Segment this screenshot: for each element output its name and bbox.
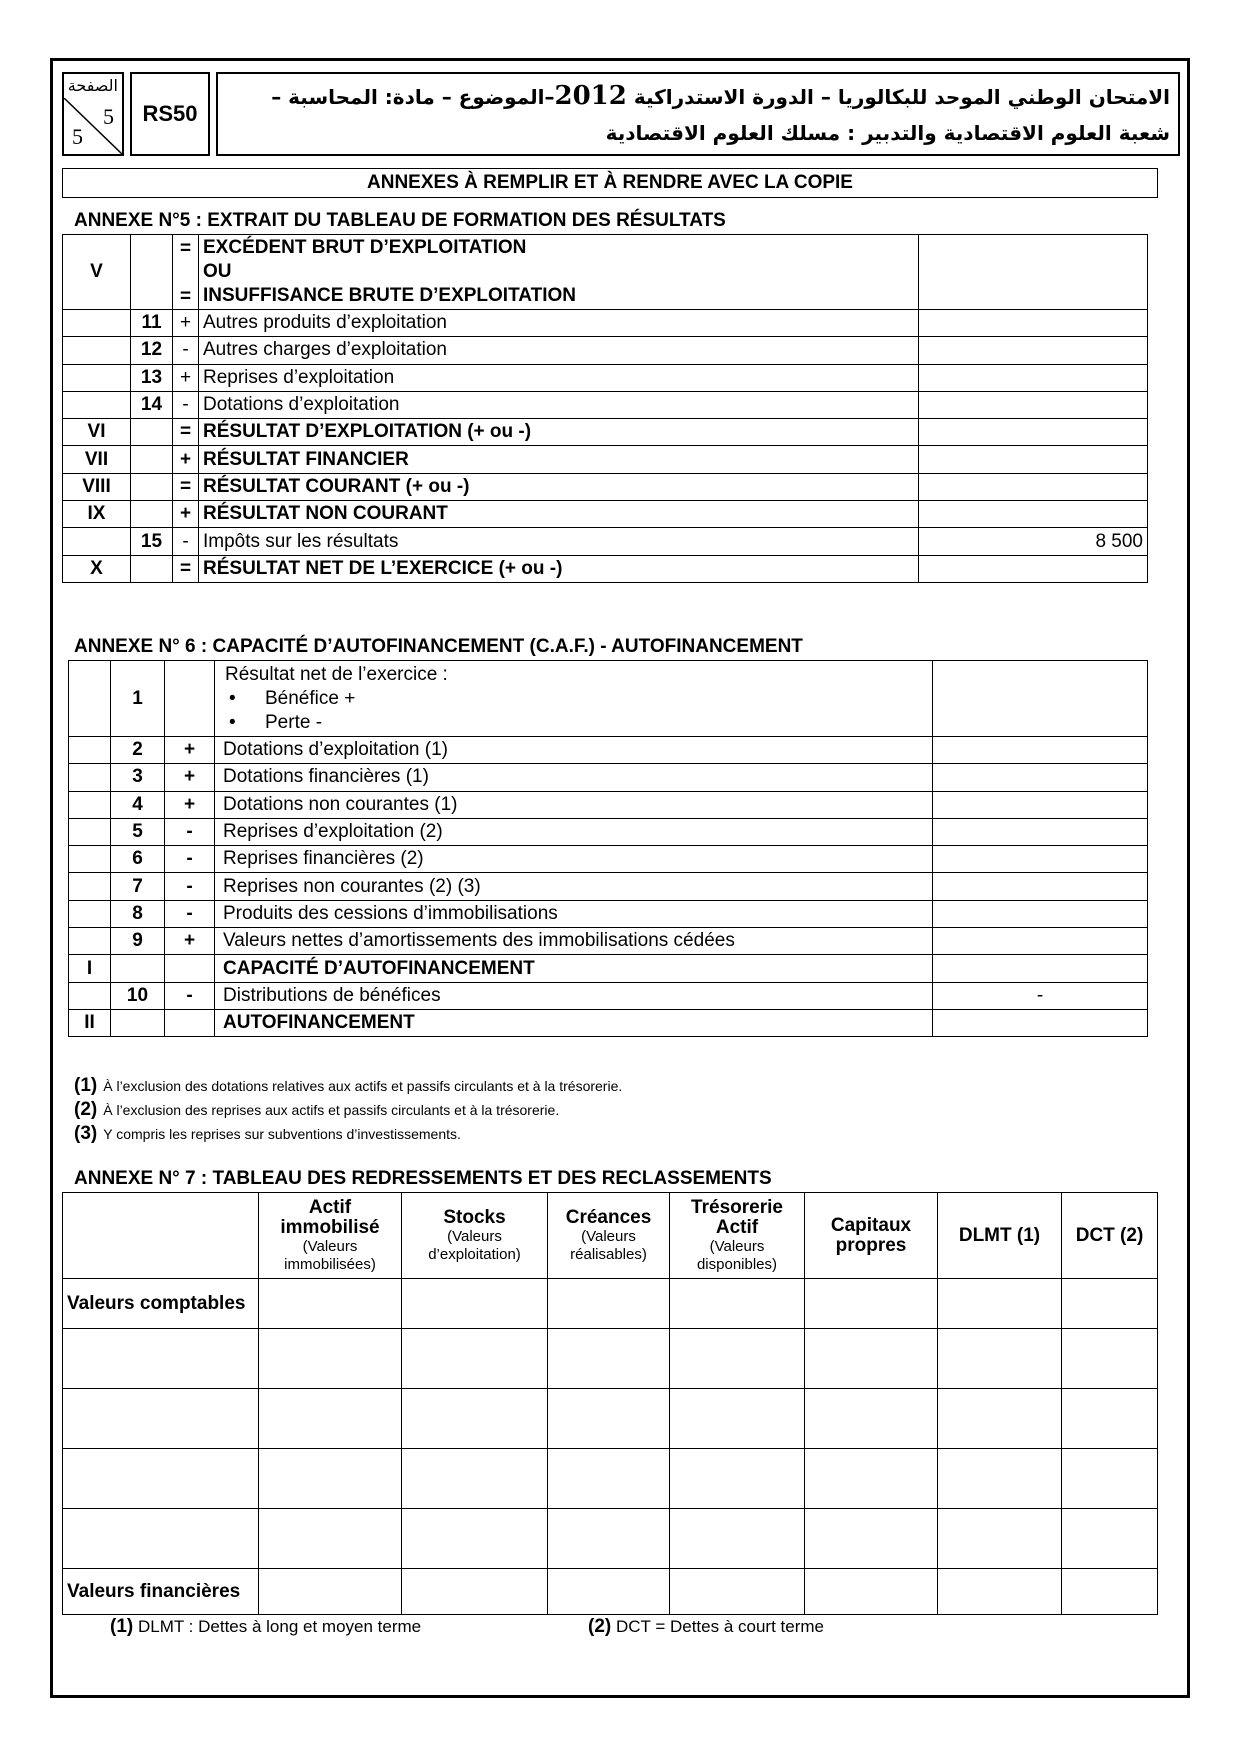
value-cell[interactable] (938, 1569, 1062, 1615)
row-sign: = (173, 419, 199, 446)
sign: = (179, 286, 192, 307)
annex5-title: ANNEXE N°5 : EXTRAIT DU TABLEAU DE FORMATION DES RÉSULTATS (74, 210, 726, 231)
row-sign: - (165, 982, 215, 1009)
title-line1-b: –الموضوع – مادة: المحاسبة – (271, 85, 555, 109)
value-cell[interactable] (402, 1509, 548, 1569)
table-row (63, 501, 1148, 528)
header-sub: (Valeurs d’exploitation) (428, 1227, 521, 1263)
row-sign: - (165, 818, 215, 845)
value-cell[interactable] (938, 1509, 1062, 1569)
value-cell[interactable] (933, 661, 1148, 737)
row-num: 10 (111, 982, 165, 1009)
value-cell[interactable]: - (933, 982, 1148, 1009)
row-num (131, 446, 173, 473)
value-cell[interactable] (933, 873, 1148, 900)
row-num: 14 (131, 391, 173, 418)
row-code: IX (63, 501, 131, 528)
column-header (805, 1193, 938, 1279)
row-label: Reprises non courantes (2) (3) (215, 873, 933, 900)
title-line2: شعبة العلوم الاقتصادية والتدبير : مسلك العلوم الاقتصادية (605, 121, 1170, 145)
value-cell[interactable] (670, 1449, 805, 1509)
footnote (74, 1074, 622, 1098)
row-num: 12 (131, 337, 173, 364)
table-row (63, 1449, 1158, 1509)
row-label: Valeurs nettes d’amortissements des immobilisations cédées (215, 928, 933, 955)
value-cell[interactable] (670, 1329, 805, 1389)
table-row (69, 900, 1148, 927)
row-code (69, 737, 111, 764)
row-sign: - (165, 900, 215, 927)
row-code: VI (63, 419, 131, 446)
bullet-benefice: • Bénéfice + (229, 687, 928, 711)
value-cell[interactable] (919, 337, 1148, 364)
exam-title (216, 72, 1180, 156)
footnote (74, 1122, 622, 1146)
value-cell[interactable] (919, 235, 1148, 310)
row-num: 8 (111, 900, 165, 927)
row-sign: = (173, 473, 199, 500)
table-row (63, 528, 1148, 555)
value-cell[interactable] (670, 1389, 805, 1449)
row-sign: - (173, 528, 199, 555)
row-num: 3 (111, 764, 165, 791)
value-cell[interactable] (259, 1509, 402, 1569)
row-sign: + (173, 364, 199, 391)
table-row (63, 446, 1148, 473)
row-label (63, 1329, 259, 1389)
table-row (63, 473, 1148, 500)
value-cell[interactable] (1062, 1509, 1158, 1569)
row-code: VII (63, 446, 131, 473)
value-cell[interactable] (805, 1569, 938, 1615)
row-num: 5 (111, 818, 165, 845)
row-num (131, 419, 173, 446)
value-cell[interactable] (933, 955, 1148, 982)
value-cell[interactable] (402, 1569, 548, 1615)
row-code (69, 764, 111, 791)
header-row (63, 1193, 1158, 1279)
row-label: RÉSULTAT NON COURANT (199, 501, 919, 528)
value-cell[interactable] (933, 1009, 1148, 1036)
value-cell[interactable] (548, 1449, 670, 1509)
row-label: Dotations financières (1) (215, 764, 933, 791)
value-cell[interactable] (259, 1569, 402, 1615)
value-cell[interactable] (919, 446, 1148, 473)
header-sub: (Valeurs disponibles) (696, 1237, 778, 1273)
table-row (69, 846, 1148, 873)
footnote-dlmt (110, 1616, 421, 1638)
value-cell[interactable] (933, 846, 1148, 873)
footnote (74, 1098, 622, 1122)
row-num (131, 501, 173, 528)
row-num: 13 (131, 364, 173, 391)
ibe-label: INSUFFISANCE BRUTE D’EXPLOITATION (203, 285, 576, 306)
value-cell[interactable] (938, 1279, 1062, 1329)
foot-mark: (2) (588, 1616, 612, 1637)
row-code (69, 982, 111, 1009)
value-cell[interactable] (933, 737, 1148, 764)
header-main: Créances (565, 1206, 652, 1228)
value-cell[interactable] (919, 419, 1148, 446)
row-sign: - (165, 873, 215, 900)
value-cell[interactable] (938, 1329, 1062, 1389)
value-cell[interactable] (670, 1569, 805, 1615)
row-sign: - (173, 337, 199, 364)
header-main: Stocks (443, 1206, 506, 1228)
value-cell[interactable] (402, 1389, 548, 1449)
row-sign: = (173, 555, 199, 582)
annex6-notes (74, 1074, 622, 1146)
table-row (69, 928, 1148, 955)
row-label: RÉSULTAT NET DE L’EXERCICE (+ ou -) (199, 555, 919, 582)
value-cell[interactable] (919, 310, 1148, 337)
row-sign: + (173, 501, 199, 528)
value-cell[interactable] (1062, 1329, 1158, 1389)
value-cell[interactable] (670, 1279, 805, 1329)
table-row (63, 1329, 1158, 1389)
row-label: Valeurs comptables (63, 1279, 259, 1329)
row-code (69, 928, 111, 955)
row-code: I (69, 955, 111, 982)
foot-mark: (1) (110, 1616, 134, 1637)
value-cell[interactable] (1062, 1279, 1158, 1329)
value-cell[interactable] (259, 1389, 402, 1449)
annex-banner: ANNEXES À REMPLIR ET À RENDRE AVEC LA COPIE (62, 168, 1158, 198)
table-row (63, 364, 1148, 391)
row-label: Autres produits d’exploitation (199, 310, 919, 337)
footnote-dct (588, 1616, 824, 1638)
table-row (69, 955, 1148, 982)
header-sub: (Valeurs réalisables) (570, 1227, 647, 1263)
header-main: DLMT (1) (958, 1224, 1041, 1246)
value-cell[interactable] (919, 555, 1148, 582)
row-code (63, 337, 131, 364)
value-cell[interactable] (919, 391, 1148, 418)
row-num (111, 955, 165, 982)
row-label: Dotations d’exploitation (199, 391, 919, 418)
value-cell[interactable]: 8 500 (919, 528, 1148, 555)
row-code (63, 528, 131, 555)
value-cell[interactable] (548, 1279, 670, 1329)
row-num: 1 (111, 661, 165, 737)
row-label: RÉSULTAT COURANT (+ ou -) (199, 473, 919, 500)
page-label: الصفحة (67, 76, 118, 95)
row-label: Reprises financières (2) (215, 846, 933, 873)
annex6-result-row (69, 661, 1148, 737)
title-line1-a: الامتحان الوطني الموحد للبكالوريا – الدورة الاستدراكية (633, 85, 1170, 109)
row-label: Autres charges d’exploitation (199, 337, 919, 364)
row-label: Impôts sur les résultats (199, 528, 919, 555)
value-cell[interactable] (805, 1389, 938, 1449)
row-num: 6 (111, 846, 165, 873)
column-header (402, 1193, 548, 1279)
row-label: Reprises d’exploitation (199, 364, 919, 391)
value-cell[interactable] (938, 1389, 1062, 1449)
value-cell[interactable] (919, 364, 1148, 391)
ebe-label: EXCÉDENT BRUT D’EXPLOITATION (203, 237, 527, 258)
value-cell[interactable] (933, 928, 1148, 955)
row-sign (165, 955, 215, 982)
row-code: X (63, 555, 131, 582)
annex5-table (62, 234, 1148, 583)
value-cell[interactable] (938, 1449, 1062, 1509)
or-label: OU (203, 261, 232, 282)
row-label: Dotations d’exploitation (1) (215, 737, 933, 764)
row-num: 7 (111, 873, 165, 900)
sign: = (179, 238, 192, 259)
column-header (1062, 1193, 1158, 1279)
value-cell[interactable] (402, 1449, 548, 1509)
annex6-table (68, 660, 1148, 1037)
header-main: Capitaux propres (830, 1214, 912, 1256)
row-num: 2 (111, 737, 165, 764)
table-row (69, 873, 1148, 900)
annex5-ebe-row (63, 235, 1148, 310)
value-cell[interactable] (670, 1509, 805, 1569)
row-code (69, 900, 111, 927)
header-sub: (Valeurs immobilisées) (284, 1237, 376, 1273)
value-cell[interactable] (933, 900, 1148, 927)
value-cell[interactable] (805, 1449, 938, 1509)
table-row (63, 337, 1148, 364)
value-cell[interactable] (548, 1389, 670, 1449)
annex6-title: ANNEXE N° 6 : CAPACITÉ D’AUTOFINANCEMENT (C.A.F.) - AUTOFINANCEMENT (74, 636, 803, 657)
row-num (111, 1009, 165, 1036)
row-label: CAPACITÉ D’AUTOFINANCEMENT (215, 955, 933, 982)
bullet-perte: • Perte - (229, 711, 928, 735)
row-code (63, 310, 131, 337)
row-num: 4 (111, 791, 165, 818)
annex7-title: ANNEXE N° 7 : TABLEAU DES REDRESSEMENTS ET DES RECLASSEMENTS (74, 1168, 772, 1189)
table-row (63, 310, 1148, 337)
header-main: Trésorerie Actif (691, 1196, 783, 1238)
value-cell[interactable] (933, 818, 1148, 845)
value-cell[interactable] (805, 1279, 938, 1329)
row-label: Distributions de bénéfices (215, 982, 933, 1009)
footnote-text: À l’exclusion des reprises aux actifs et passifs circulants et à la trésorerie. (103, 1102, 560, 1118)
row-label: Produits des cessions d’immobilisations (215, 900, 933, 927)
row-code: V (63, 235, 131, 310)
title-year: 2012 (554, 81, 627, 111)
annex7-table (62, 1192, 1158, 1615)
row-label: Dotations non courantes (1) (215, 791, 933, 818)
value-cell[interactable] (933, 764, 1148, 791)
value-cell[interactable] (919, 473, 1148, 500)
header-main: Actif immobilisé (280, 1196, 380, 1238)
table-row (69, 1009, 1148, 1036)
row-sign (165, 1009, 215, 1036)
row-label: RÉSULTAT FINANCIER (199, 446, 919, 473)
page-number-box (62, 72, 124, 156)
value-cell[interactable] (402, 1329, 548, 1389)
row-label: RÉSULTAT D’EXPLOITATION (+ ou -) (199, 419, 919, 446)
row-code (69, 818, 111, 845)
table-row (69, 764, 1148, 791)
foot-text: DCT = Dettes à court terme (615, 1617, 824, 1636)
row-code (69, 791, 111, 818)
row-label: Valeurs financières (63, 1569, 259, 1615)
footnote-text: À l’exclusion des dotations relatives aux actifs et passifs circulants et à la trésorerie. (103, 1078, 623, 1094)
table-row (63, 1389, 1158, 1449)
table-row (63, 1509, 1158, 1569)
row-sign: + (173, 446, 199, 473)
row-num (131, 473, 173, 500)
exam-code: RS50 (130, 72, 210, 156)
row-code (63, 391, 131, 418)
row-sign: + (165, 928, 215, 955)
column-header (548, 1193, 670, 1279)
value-cell[interactable] (259, 1449, 402, 1509)
column-header (938, 1193, 1062, 1279)
value-cell[interactable] (259, 1279, 402, 1329)
value-cell[interactable] (548, 1569, 670, 1615)
row-code (69, 873, 111, 900)
footnote-mark: (3) (74, 1123, 98, 1144)
row-label: Reprises d’exploitation (2) (215, 818, 933, 845)
row-sign: + (165, 737, 215, 764)
row-num (131, 555, 173, 582)
row-code: VIII (63, 473, 131, 500)
column-header (670, 1193, 805, 1279)
value-cell[interactable] (805, 1509, 938, 1569)
table-row (69, 818, 1148, 845)
page-total: 5 (72, 124, 83, 149)
row-num: 9 (111, 928, 165, 955)
table-row (63, 1279, 1158, 1329)
row-label (63, 1509, 259, 1569)
row-num: 11 (131, 310, 173, 337)
value-cell[interactable] (548, 1329, 670, 1389)
row-sign: - (173, 391, 199, 418)
value-cell[interactable] (1062, 1569, 1158, 1615)
value-cell[interactable] (933, 791, 1148, 818)
foot-text: DLMT : Dettes à long et moyen terme (137, 1617, 422, 1636)
table-row (63, 419, 1148, 446)
value-cell[interactable] (1062, 1389, 1158, 1449)
value-cell[interactable] (805, 1329, 938, 1389)
row-code (69, 846, 111, 873)
footnote-mark: (1) (74, 1075, 98, 1096)
footnote-mark: (2) (74, 1099, 98, 1120)
table-row (63, 555, 1148, 582)
row-sign: + (165, 791, 215, 818)
table-row (69, 737, 1148, 764)
header-main: DCT (2) (1075, 1224, 1144, 1246)
table-row (69, 982, 1148, 1009)
result-label: Résultat net de l’exercice : (225, 663, 448, 685)
value-cell[interactable] (402, 1279, 548, 1329)
table-row (69, 791, 1148, 818)
row-num: 15 (131, 528, 173, 555)
column-header (259, 1193, 402, 1279)
footnote-text: Y compris les reprises sur subventions d’investissements. (103, 1126, 461, 1142)
row-label (63, 1389, 259, 1449)
value-cell[interactable] (1062, 1449, 1158, 1509)
table-row (63, 1569, 1158, 1615)
row-sign: - (165, 846, 215, 873)
table-row (63, 391, 1148, 418)
row-sign: + (165, 764, 215, 791)
row-code (63, 364, 131, 391)
value-cell[interactable] (548, 1509, 670, 1569)
row-sign: + (173, 310, 199, 337)
row-label (63, 1449, 259, 1509)
row-label: AUTOFINANCEMENT (215, 1009, 933, 1036)
row-code: II (69, 1009, 111, 1036)
value-cell[interactable] (259, 1329, 402, 1389)
page-current: 5 (103, 104, 114, 129)
value-cell[interactable] (919, 501, 1148, 528)
